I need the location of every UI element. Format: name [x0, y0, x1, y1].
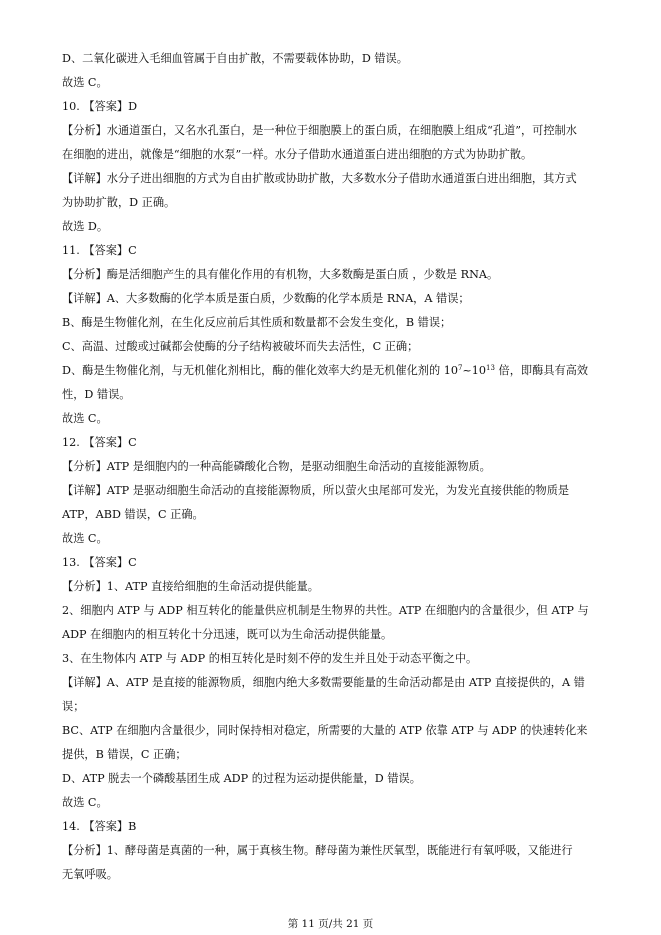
answer-heading-12: 12. 【答案】C	[62, 436, 137, 449]
text-line: 【分析】酶是活细胞产生的具有催化作用的有机物，大多数酶是蛋白质 ，少数是 RNA。	[62, 268, 499, 281]
text-line: 无氧呼吸。	[62, 868, 118, 881]
text-line: 【分析】1、ATP 直接给细胞的生命活动提供能量。	[62, 580, 319, 593]
text-line: 2、细胞内 ATP 与 ADP 相互转化的能量供应机制是生物界的共性。ATP 在细胞内的含量很少，但 ATP 与	[62, 604, 589, 617]
text-line: 故选 C。	[62, 532, 108, 545]
text-segment: 倍，即酶具有高效	[494, 364, 589, 377]
text-line: 【分析】ATP 是细胞内的一种高能磷酸化合物，是驱动细胞生命活动的直接能源物质。	[62, 460, 491, 473]
text-line: 【详解】水分子进出细胞的方式为自由扩散或协助扩散，大多数水分子借助水通道蛋白进出细胞，其方式	[62, 172, 577, 185]
answer-heading-14: 14. 【答案】B	[62, 820, 137, 833]
text-line-with-superscripts	[62, 359, 622, 383]
text-line: 【分析】1、酵母菌是真菌的一种，属于真核生物。酵母菌为兼性厌氧型，既能进行有氧呼吸，又能进行	[62, 844, 573, 857]
text-line: 故选 C。	[62, 76, 108, 89]
text-line: D、二氧化碳进入毛细血管属于自由扩散，不需要载体协助，D 错误。	[62, 52, 408, 65]
text-line: 【分析】水通道蛋白，又名水孔蛋白，是一种位于细胞膜上的蛋白质，在细胞膜上组成“孔道”，可控制水	[62, 124, 577, 137]
text-line: ADP 在细胞内的相互转化十分迅速，既可以为生命活动提供能量。	[62, 628, 393, 641]
superscript: 7	[457, 364, 463, 372]
text-line: 【详解】A、ATP 是直接的能源物质，细胞内绝大多数需要能量的生命活动都是由 ATP 直接提供的，A 错	[62, 676, 585, 689]
text-line: 【详解】A、大多数酶的化学本质是蛋白质，少数酶的化学本质是 RNA，A 错误；	[62, 292, 470, 305]
text-line: 为协助扩散，D 正确。	[62, 196, 176, 209]
text-line: 在细胞的进出，就像是“细胞的水泵”一样。水分子借助水通道蛋白进出细胞的方式为协助扩散。	[62, 148, 533, 161]
page-content	[62, 47, 622, 887]
text-segment: ~10	[462, 364, 487, 377]
text-line: BC、ATP 在细胞内含量很少，同时保持相对稳定，所需要的大量的 ATP 依靠 ATP 与 ADP 的快速转化来	[62, 724, 588, 737]
text-line: 故选 C。	[62, 796, 108, 809]
answer-heading-13: 13. 【答案】C	[62, 556, 137, 569]
text-line: 故选 C。	[62, 412, 108, 425]
superscript: 13	[486, 364, 495, 372]
text-line: C、高温、过酸或过碱都会使酶的分子结构被破坏而失去活性，C 正确；	[62, 340, 419, 353]
text-line: 故选 D。	[62, 220, 109, 233]
text-line: 3、在生物体内 ATP 与 ADP 的相互转化是时刻不停的发生并且处于动态平衡之中。	[62, 652, 478, 665]
text-line: B、酶是生物催化剂，在生化反应前后其性质和数量都不会发生变化，B 错误；	[62, 316, 452, 329]
text-line: 【详解】ATP 是驱动细胞生命活动的直接能源物质，所以萤火虫尾部可发光，为发光直接供能的物质是	[62, 484, 570, 497]
text-segment: D、酶是生物催化剂，与无机催化剂相比，酶的催化效率大约是无机催化剂的 10	[62, 364, 458, 377]
text-line: 提供，B 错误，C 正确；	[62, 748, 187, 761]
text-line: ATP，ABD 错误，C 正确。	[62, 508, 204, 521]
answer-heading-11: 11. 【答案】C	[62, 244, 137, 257]
text-line: 误；	[62, 700, 85, 713]
text-line: D、ATP 脱去一个磷酸基团生成 ADP 的过程为运动提供能量，D 错误。	[62, 772, 421, 785]
answer-heading-10: 10. 【答案】D	[62, 100, 138, 113]
page-number: 第 11 页/共 21 页	[287, 918, 374, 930]
text-line: 性，D 错误。	[62, 388, 131, 401]
